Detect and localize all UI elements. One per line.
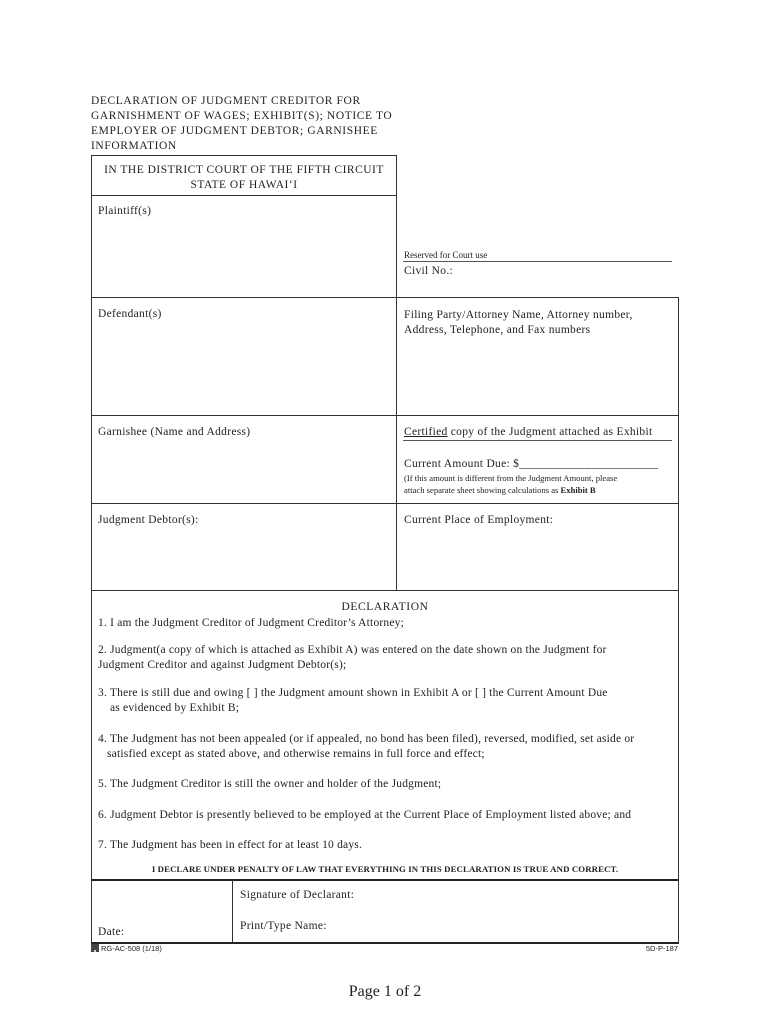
print-name-label: Print/Type Name: [240,920,327,932]
court-box-bottom-border [91,195,397,196]
certified-copy-text [404,426,652,438]
garnishee-label: Garnishee (Name and Address) [98,426,251,438]
certified-underline [403,440,672,441]
court-name: IN THE DISTRICT COURT OF THE FIFTH CIRCUIT [104,164,384,176]
declaration-item-2-cont: Judgment Creditor and against Judgment Debtor(s); [98,659,347,671]
certified-word: Certified [404,426,448,438]
date-label: Date: [98,926,125,938]
defendant-label: Defendant(s) [98,308,162,320]
form-code-right: 5D-P-187 [645,944,678,953]
filing-party-line-2: Address, Telephone, and Fax numbers [404,324,591,336]
declaration-left-border [91,590,92,880]
title-line-3: EMPLOYER OF JUDGMENT DEBTOR; GARNISHEE [91,125,378,137]
filing-party-info [404,308,633,338]
amount-note-line-2 [404,484,617,496]
judgment-debtor-label: Judgment Debtor(s): [98,514,199,526]
reserved-underline [403,261,672,262]
certified-rest: copy of the Judgment attached as Exhibit [447,426,653,438]
declaration-item-1: 1. I am the Judgment Creditor of Judgment Creditor’s Attorney; [98,617,405,629]
declaration-item-5: 5. The Judgment Creditor is still the owner and holder of the Judgment; [98,778,442,790]
reserved-label: Reserved for Court use [404,250,488,260]
current-employment-label: Current Place of Employment: [404,514,554,526]
signature-box-left-border [91,879,92,943]
declaration-item-2: 2. Judgment(a copy of which is attached as Exhibit A) was entered on the date shown on the Judgment for [98,644,607,656]
amount-note-line-1: (If this amount is different from the Judgment Amount, please [404,473,618,483]
current-amount-label: Current Amount Due: $_______________________ [404,458,659,470]
title-line-4: INFORMATION [91,140,177,152]
accessibility-icon [91,944,99,952]
amount-note-bold: Exhibit B [560,485,596,495]
court-state: STATE OF HAWAI‘I [190,179,298,191]
court-caption [92,163,396,193]
declaration-item-7: 7. The Judgment has been in effect for at least 10 days. [98,839,363,851]
defendant-garnishee-separator [91,415,679,416]
garnishee-debtor-separator [91,503,679,504]
declaration-heading: DECLARATION [341,601,429,613]
court-box-top-border [91,155,397,156]
filing-party-line-1: Filing Party/Attorney Name, Attorney number, [404,309,633,321]
amount-note-line-2-text: attach separate sheet showing calculations as [404,485,561,495]
page-number: Page 1 of 2 [348,983,422,1000]
signature-box-right-border [678,879,679,943]
plaintiff-defendant-separator [91,297,397,298]
declaration-item-3-cont: as evidenced by Exhibit B; [110,702,240,714]
civil-no-label: Civil No.: [404,265,454,277]
title-line-1: DECLARATION OF JUDGMENT CREDITOR FOR [91,95,361,107]
penalty-statement: I DECLARE UNDER PENALTY OF LAW THAT EVERYTHING IN THIS DECLARATION IS TRUE AND CORRECT. [151,864,619,874]
signature-box-top-border [91,879,679,881]
signature-box-divider [232,879,233,943]
declaration-item-4-cont: satisfied except as stated above, and otherwise remains in full force and effect; [107,748,485,760]
declaration-item-6: 6. Judgment Debtor is presently believed to be employed at the Current Place of Employment listed above; and [98,809,632,821]
declaration-item-4: 4. The Judgment has not been appealed (or if appealed, no bond has been filed), reversed, modified, set aside or [98,733,635,745]
plaintiff-label: Plaintiff(s) [98,205,152,217]
signature-box-bottom-border [91,942,679,944]
document-title [91,94,411,154]
amount-note [404,472,617,496]
right-border [678,298,679,591]
filing-party-top-border [396,297,679,298]
declaration-item-3: 3. There is still due and owing [ ] the Judgment amount shown in Exhibit A or [ ] the Current Amount Due [98,687,608,699]
signature-label: Signature of Declarant: [240,889,355,901]
declaration-right-border [678,590,679,880]
declaration-top-border [91,590,679,591]
title-line-2: GARNISHMENT OF WAGES; EXHIBIT(S); NOTICE TO [91,110,393,122]
middle-divider [396,155,397,591]
left-border [91,155,92,591]
accessibility-icon-graphic [91,949,99,957]
form-code-left: RG-AC-508 (1/18) [101,944,162,953]
